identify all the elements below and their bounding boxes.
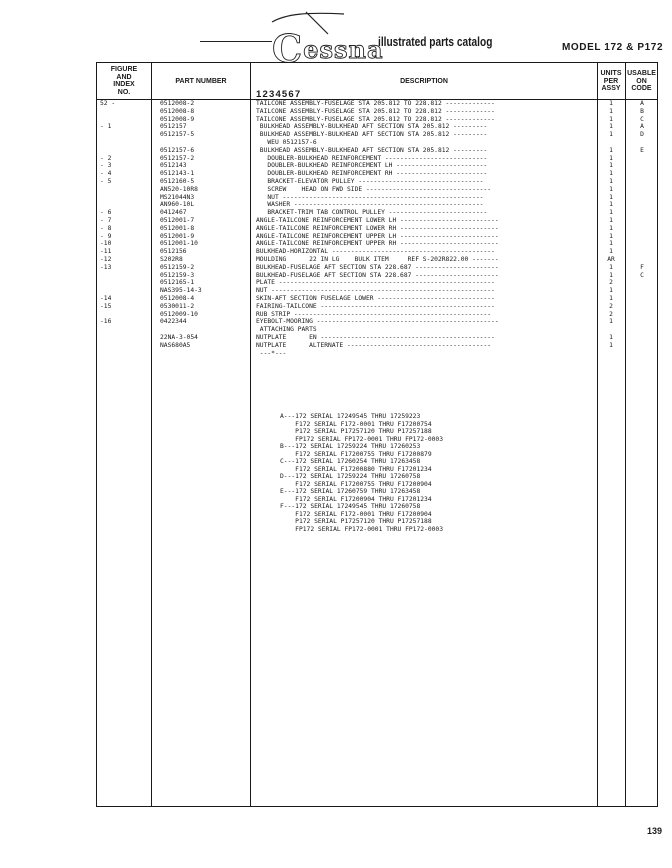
table-row: [0, 116, 672, 124]
effectivity-note: F172 SERIAL F17200880 THRU F17201234: [280, 465, 432, 473]
units-per-assy: 2: [609, 279, 613, 287]
table-row: [0, 256, 672, 264]
units-per-assy: 1: [609, 107, 613, 115]
index-number: - 7: [100, 216, 112, 224]
cessna-logo: Cessna: [272, 26, 384, 71]
units-per-assy: 1: [609, 201, 613, 209]
description: NUT -----------------------------------------------------------: [256, 287, 495, 295]
units-per-assy: 1: [609, 131, 613, 139]
header-rule: [200, 41, 272, 42]
units-per-assy: 1: [609, 287, 613, 295]
description: TAILCONE ASSEMBLY-FUSELAGE STA 205.812 TO 228.812 -------------: [256, 100, 495, 107]
index-number: - 1: [100, 123, 112, 131]
table-row: [0, 334, 672, 342]
effectivity-note: F---172 SERIAL 17249545 THRU 17260758: [280, 503, 421, 510]
description: WASHER --------------------------------------------------: [256, 201, 484, 209]
description: BULKHEAD-HORIZONTAL -------------------------------------------: [256, 248, 495, 256]
table-row: [0, 303, 672, 311]
description: ANGLE-TAILCONE REINFORCEMENT UPPER RH --------------------------: [256, 240, 499, 248]
part-number: 0512157-5: [160, 131, 195, 139]
description: EYEBOLT-MOORING ------------------------------------------------: [256, 318, 499, 326]
units-per-assy: 1: [609, 294, 613, 302]
table-row: [0, 225, 672, 233]
units-per-assy: 1: [609, 263, 613, 271]
units-per-assy: 1: [609, 240, 613, 248]
table-row: [0, 123, 672, 131]
usable-on-code: D: [640, 131, 644, 139]
index-number: 52 -: [100, 100, 116, 107]
part-number: 0512008-4: [160, 294, 195, 302]
part-number: 0512159-3: [160, 271, 195, 279]
description: ---*---: [256, 349, 287, 357]
table-row: [0, 131, 672, 139]
part-number: 0512001-10: [160, 240, 198, 248]
units-per-assy: 1: [609, 193, 613, 201]
part-number: 0512001-9: [160, 232, 195, 240]
description: WEU 0512157-6: [256, 138, 317, 146]
table-row: [0, 295, 672, 303]
part-number: 0512143-1: [160, 170, 195, 178]
units-heading: UNITS PER ASSY: [600, 70, 622, 92]
table-row: [0, 178, 672, 186]
units-per-assy: 1: [609, 224, 613, 232]
table-row: [0, 272, 672, 280]
description: DOUBLER-BULKHEAD REINFORCEMENT LH ------------------------: [256, 162, 488, 170]
units-per-assy: 2: [609, 302, 613, 310]
description: BRACKET-ELEVATOR PULLEY ---------------------------------: [256, 177, 484, 185]
table-row: [0, 108, 672, 116]
units-per-assy: 1: [609, 115, 613, 123]
table-row: [0, 194, 672, 202]
part-number-heading: PART NUMBER: [175, 78, 227, 85]
description: PLATE ---------------------------------------------------------: [256, 279, 495, 287]
index-number: -10: [100, 240, 112, 248]
effectivity-note: F172 SERIAL F17200755 THRU F17200904: [280, 480, 432, 488]
table-row: [0, 342, 672, 350]
units-per-assy: 1: [609, 216, 613, 224]
description: RUB STRIP ----------------------------------------------------: [256, 310, 492, 318]
catalog-title: illustrated parts catalog: [378, 34, 493, 49]
index-number: -14: [100, 294, 112, 302]
usable-on-code: C: [640, 115, 644, 123]
usable-on-code: A: [640, 123, 644, 131]
units-per-assy: 1: [609, 318, 613, 326]
effectivity-note: F172 SERIAL F17200755 THRU F17200879: [280, 450, 432, 458]
part-number: 0512001-7: [160, 216, 195, 224]
description: MOULDING 22 IN LG BULK ITEM REF S-202R822.00 -------: [256, 255, 499, 263]
usable-on-code: F: [640, 263, 644, 271]
effectivity-note: A---172 SERIAL 17249545 THRU 17259223: [280, 413, 421, 420]
index-number: - 8: [100, 224, 112, 232]
description: BULKHEAD ASSEMBLY-BULKHEAD AFT SECTION STA 205.812 ---------: [256, 146, 488, 154]
part-number: 0512165-1: [160, 279, 195, 287]
table-row: [0, 170, 672, 178]
part-number: S202R8: [160, 255, 183, 263]
units-per-assy: 1: [609, 248, 613, 256]
effectivity-note: FP172 SERIAL FP172-0001 THRU FP172-0003: [280, 525, 444, 533]
usable-on-code: E: [640, 146, 644, 154]
part-number: MS21044N3: [160, 193, 195, 201]
model-label: MODEL 172 & P172: [562, 42, 664, 53]
effectivity-note: F172 SERIAL F172-0001 THRU F17200754: [280, 420, 432, 428]
code-heading: USABLE ON CODE: [627, 70, 656, 92]
description: SCREW HEAD ON FWD SIDE ---------------------------------: [256, 185, 492, 193]
part-number: 0422344: [160, 318, 187, 326]
table-row: [0, 233, 672, 241]
table-row: [0, 100, 672, 108]
effectivity-note: E---172 SERIAL 17260759 THRU 17263458: [280, 488, 421, 495]
index-number: -13: [100, 263, 112, 271]
part-number: 0512009-10: [160, 310, 198, 318]
index-number: - 4: [100, 170, 112, 178]
table-row: [0, 240, 672, 248]
table-row: [0, 217, 672, 225]
units-per-assy: 1: [609, 100, 613, 107]
description: BULKHEAD ASSEMBLY-BULKHEAD AFT SECTION STA 205.812 ---------: [256, 131, 488, 139]
table-row: [0, 326, 672, 334]
units-per-assy: 1: [609, 333, 613, 341]
indent-scale: 1234567: [256, 89, 302, 100]
index-number: -15: [100, 302, 112, 310]
index-number: - 6: [100, 209, 112, 217]
effectivity-note: FP172 SERIAL FP172-0001 THRU FP172-0003: [280, 435, 444, 443]
effectivity-note: F172 SERIAL F172-0001 THRU F17200904: [280, 510, 432, 518]
table-row: [0, 155, 672, 163]
table-row: [0, 279, 672, 287]
part-number: AN960-10L: [160, 201, 195, 209]
units-per-assy: 1: [609, 146, 613, 154]
usable-on-code: A: [640, 100, 644, 107]
description-heading: DESCRIPTION: [400, 78, 448, 85]
table-row: [0, 201, 672, 209]
units-per-assy: 1: [609, 162, 613, 170]
units-per-assy: 1: [609, 271, 613, 279]
table-row: [0, 209, 672, 217]
description: ATTACHING PARTS: [256, 326, 317, 334]
index-number: - 5: [100, 177, 112, 185]
part-number: 0512008-2: [160, 100, 195, 107]
page-number: 139: [647, 826, 663, 836]
description: NUT -----------------------------------------------------: [256, 193, 484, 201]
part-number: 0512143: [160, 162, 187, 170]
units-per-assy: 1: [609, 232, 613, 240]
part-number: AN520-10R8: [160, 185, 198, 193]
part-number: 0512157: [160, 123, 187, 131]
description: TAILCONE ASSEMBLY-FUSELAGE STA 205.812 TO 228.812 -------------: [256, 107, 495, 115]
units-per-assy: 2: [609, 310, 613, 318]
description: BULKHEAD-FUSELAGE AFT SECTION STA 228.687 ----------------------: [256, 263, 499, 271]
effectivity-note: P172 SERIAL P17257120 THRU P17257188: [280, 428, 432, 435]
part-number: 0512160-5: [160, 177, 195, 185]
table-row: [0, 350, 672, 358]
part-number: 0512008-9: [160, 115, 195, 123]
description: BULKHEAD-FUSELAGE AFT SECTION STA 228.687 ----------------------: [256, 271, 499, 279]
part-number: 0412467: [160, 209, 187, 217]
units-per-assy: 1: [609, 170, 613, 178]
effectivity-note: C---172 SERIAL 17260254 THRU 17263458: [280, 458, 421, 465]
units-per-assy: AR: [607, 255, 615, 263]
part-number: 0530011-2: [160, 302, 195, 310]
part-number: 0512156: [160, 248, 187, 256]
effectivity-notes: [280, 413, 600, 533]
table-row: [0, 287, 672, 295]
units-per-assy: 1: [609, 209, 613, 217]
index-number: -12: [100, 255, 112, 263]
part-number: NAS680A5: [160, 341, 191, 349]
table-row: [0, 264, 672, 272]
parts-list: [0, 100, 672, 357]
units-per-assy: 1: [609, 177, 613, 185]
description: TAILCONE ASSEMBLY-FUSELAGE STA 205.812 TO 228.812 -------------: [256, 115, 495, 123]
description: SKIN-AFT SECTION FUSELAGE LOWER -------------------------------: [256, 294, 495, 302]
part-number: NAS395-14-3: [160, 287, 202, 295]
effectivity-note: P172 SERIAL P17257120 THRU P17257188: [280, 518, 432, 525]
description: ANGLE-TAILCONE REINFORCEMENT UPPER LH --------------------------: [256, 232, 499, 240]
units-per-assy: 1: [609, 341, 613, 349]
description: FAIRING-TAILCONE ----------------------------------------------: [256, 302, 495, 310]
description: ANGLE-TAILCONE REINFORCEMENT LOWER RH --------------------------: [256, 224, 499, 232]
description: ANGLE-TAILCONE REINFORCEMENT LOWER LH --------------------------: [256, 216, 499, 224]
index-number: -16: [100, 318, 112, 326]
table-row: [0, 311, 672, 319]
part-number: 0512159-2: [160, 263, 195, 271]
effectivity-note: F172 SERIAL F17200904 THRU F17201234: [280, 495, 432, 503]
description: DOUBLER-BULKHEAD REINFORCEMENT ---------------------------: [256, 154, 488, 162]
index-number: -11: [100, 248, 112, 256]
part-number: 0512157-6: [160, 146, 195, 154]
units-per-assy: 1: [609, 154, 613, 162]
effectivity-note: D---172 SERIAL 17259224 THRU 17260758: [280, 473, 421, 480]
description: NUTPLATE ALTERNATE --------------------------------------: [256, 341, 492, 349]
units-per-assy: 1: [609, 185, 613, 193]
index-number: - 2: [100, 154, 112, 162]
usable-on-code: B: [640, 107, 644, 115]
table-row: [0, 248, 672, 256]
table-row: [0, 139, 672, 147]
index-number: - 9: [100, 232, 112, 240]
units-per-assy: 1: [609, 123, 613, 131]
description: BULKHEAD ASSEMBLY-BULKHEAD AFT SECTION STA 205.812 ---------: [256, 123, 488, 131]
description: NUTPLATE EN ----------------------------------------------: [256, 333, 495, 341]
description: BRACKET-TRIM TAB CONTROL PULLEY --------------------------: [256, 209, 488, 217]
part-number: 0512008-8: [160, 107, 195, 115]
figure-index-heading: FIGURE AND INDEX NO.: [110, 66, 138, 96]
part-number: 22NA-3-054: [160, 333, 198, 341]
part-number: 0512157-2: [160, 154, 195, 162]
description: DOUBLER-BULKHEAD REINFORCEMENT RH ------------------------: [256, 170, 488, 178]
table-row: [0, 318, 672, 326]
effectivity-note: B---172 SERIAL 17259224 THRU 17260253: [280, 443, 421, 450]
usable-on-code: C: [640, 271, 644, 279]
table-row: [0, 186, 672, 194]
table-row: [0, 162, 672, 170]
table-row: [0, 147, 672, 155]
part-number: 0512001-8: [160, 224, 195, 232]
catalog-header: [0, 0, 672, 71]
index-number: - 3: [100, 162, 112, 170]
